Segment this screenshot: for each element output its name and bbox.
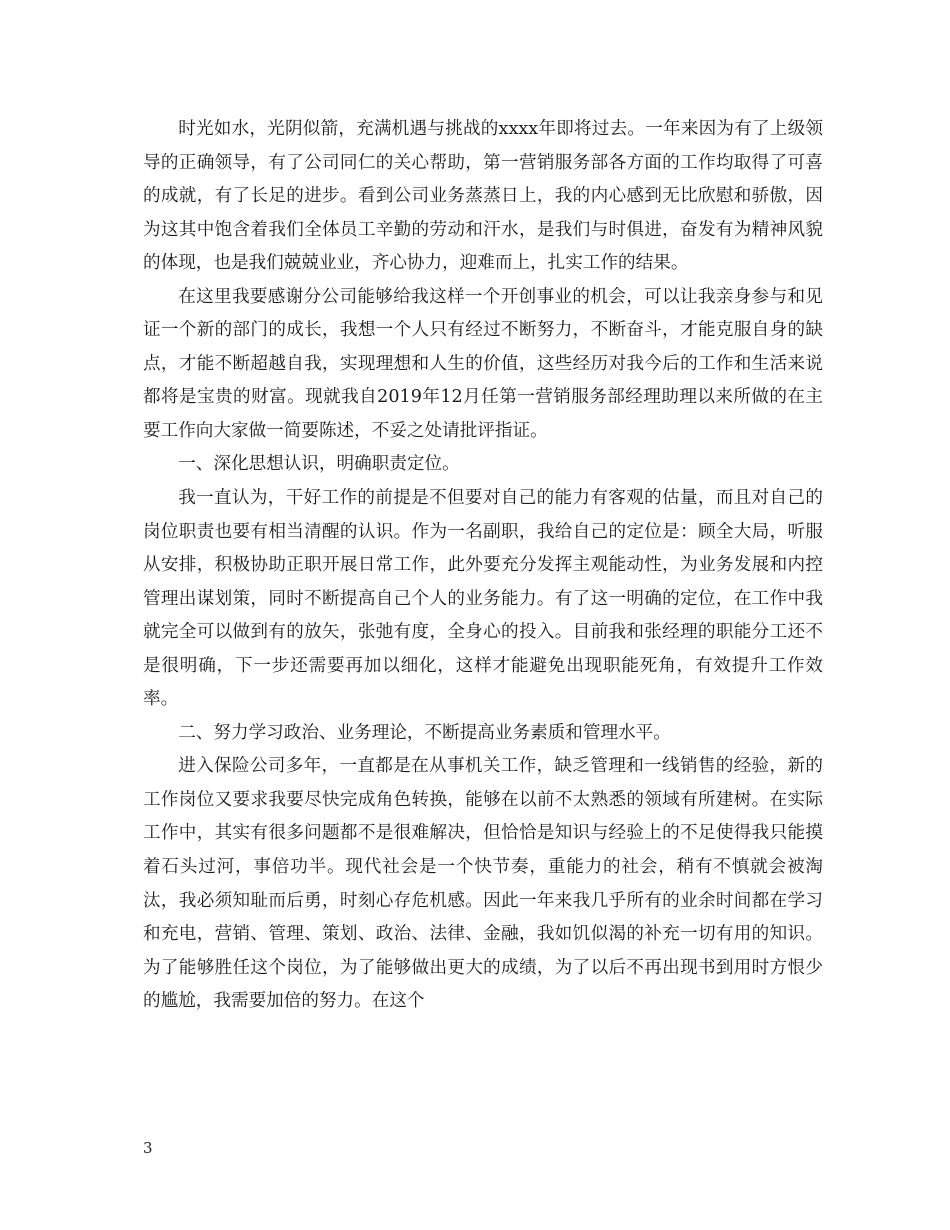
paragraph-study: 进入保险公司多年，一直都是在从事机关工作，缺乏管理和一线销售的经验，新的工作岗位又要求我要尽快完成角色转换，能够在以前不太熟悉的领域有所建树。在实际工作中，其实有很多问题都不是很难解决，但恰恰是知识与经验上的不足使得我只能摸着石头过河，事倍功半。现代社会是一个快节奏，重能力的社会，稍有不慎就会被淘汰，我必须知耻而后勇，时刻心存危机感。因此一年来我几乎所有的业余时间都在学习和充电，营销、管理、策划、政治、法律、金融，我如饥似渴的补充一切有用的知识。为了能够胜任这个岗位，为了能够做出更大的成绩，为了以后不再出现书到用时方恨少的尴尬，我需要加倍的努力。在这个 — [143, 756, 823, 1012]
paragraph-role: 我一直认为，干好工作的前提是不但要对自己的能力有客观的估量，而且对自己的岗位职责也要有相当清醒的认识。作为一名副职，我给自己的定位是：顾全大局，听服从安排，积极协助正职开展日常工作，此外要充分发挥主观能动性，为业务发展和内控管理出谋划策，同时不断提高自己个人的业务能力。有了这一明确的定位，在工作中我就完全可以做到有的放矢，张弛有度，全身心的投入。目前我和张经理的职能分工还不是很明确，下一步还需要再加以细化，这样才能避免出现职能死角，有效提升工作效率。 — [143, 488, 823, 710]
section-heading-2: 二、努力学习政治、业务理论，不断提高业务素质和管理水平。 — [178, 722, 671, 743]
document-body — [143, 113, 823, 1019]
section-heading-1: 一、深化思想认识，明确职责定位。 — [178, 454, 460, 475]
paragraph-thanks: 在这里我要感谢分公司能够给我这样一个开创事业的机会，可以让我亲身参与和见证一个新的部门的成长，我想一个人只有经过不断努力，不断奋斗，才能克服自身的缺点，才能不断超越自我，实现理想和人生的价值，这些经历对我今后的工作和生活来说都将是宝贵的财富。现就我自2019年12月任第一营销服务部经理助理以来所做的在主要工作向大家做一简要陈述，不妥之处请批评指证。 — [143, 286, 823, 441]
paragraph-intro: 时光如水，光阴似箭，充满机遇与挑战的xxxx年即将过去。一年来因为有了上级领导的正确领导，有了公司同仁的关心帮助，第一营销服务部各方面的工作均取得了可喜的成就，有了长足的进步。看到公司业务蒸蒸日上，我的内心感到无比欣慰和骄傲，因为这其中饱含着我们全体员工辛勤的劳动和汗水，是我们与时俱进，奋发有为精神风貌的体现，也是我们兢兢业业，齐心协力，迎难而上，扎实工作的结果。 — [143, 119, 823, 274]
page-number: 3 — [143, 1139, 153, 1157]
